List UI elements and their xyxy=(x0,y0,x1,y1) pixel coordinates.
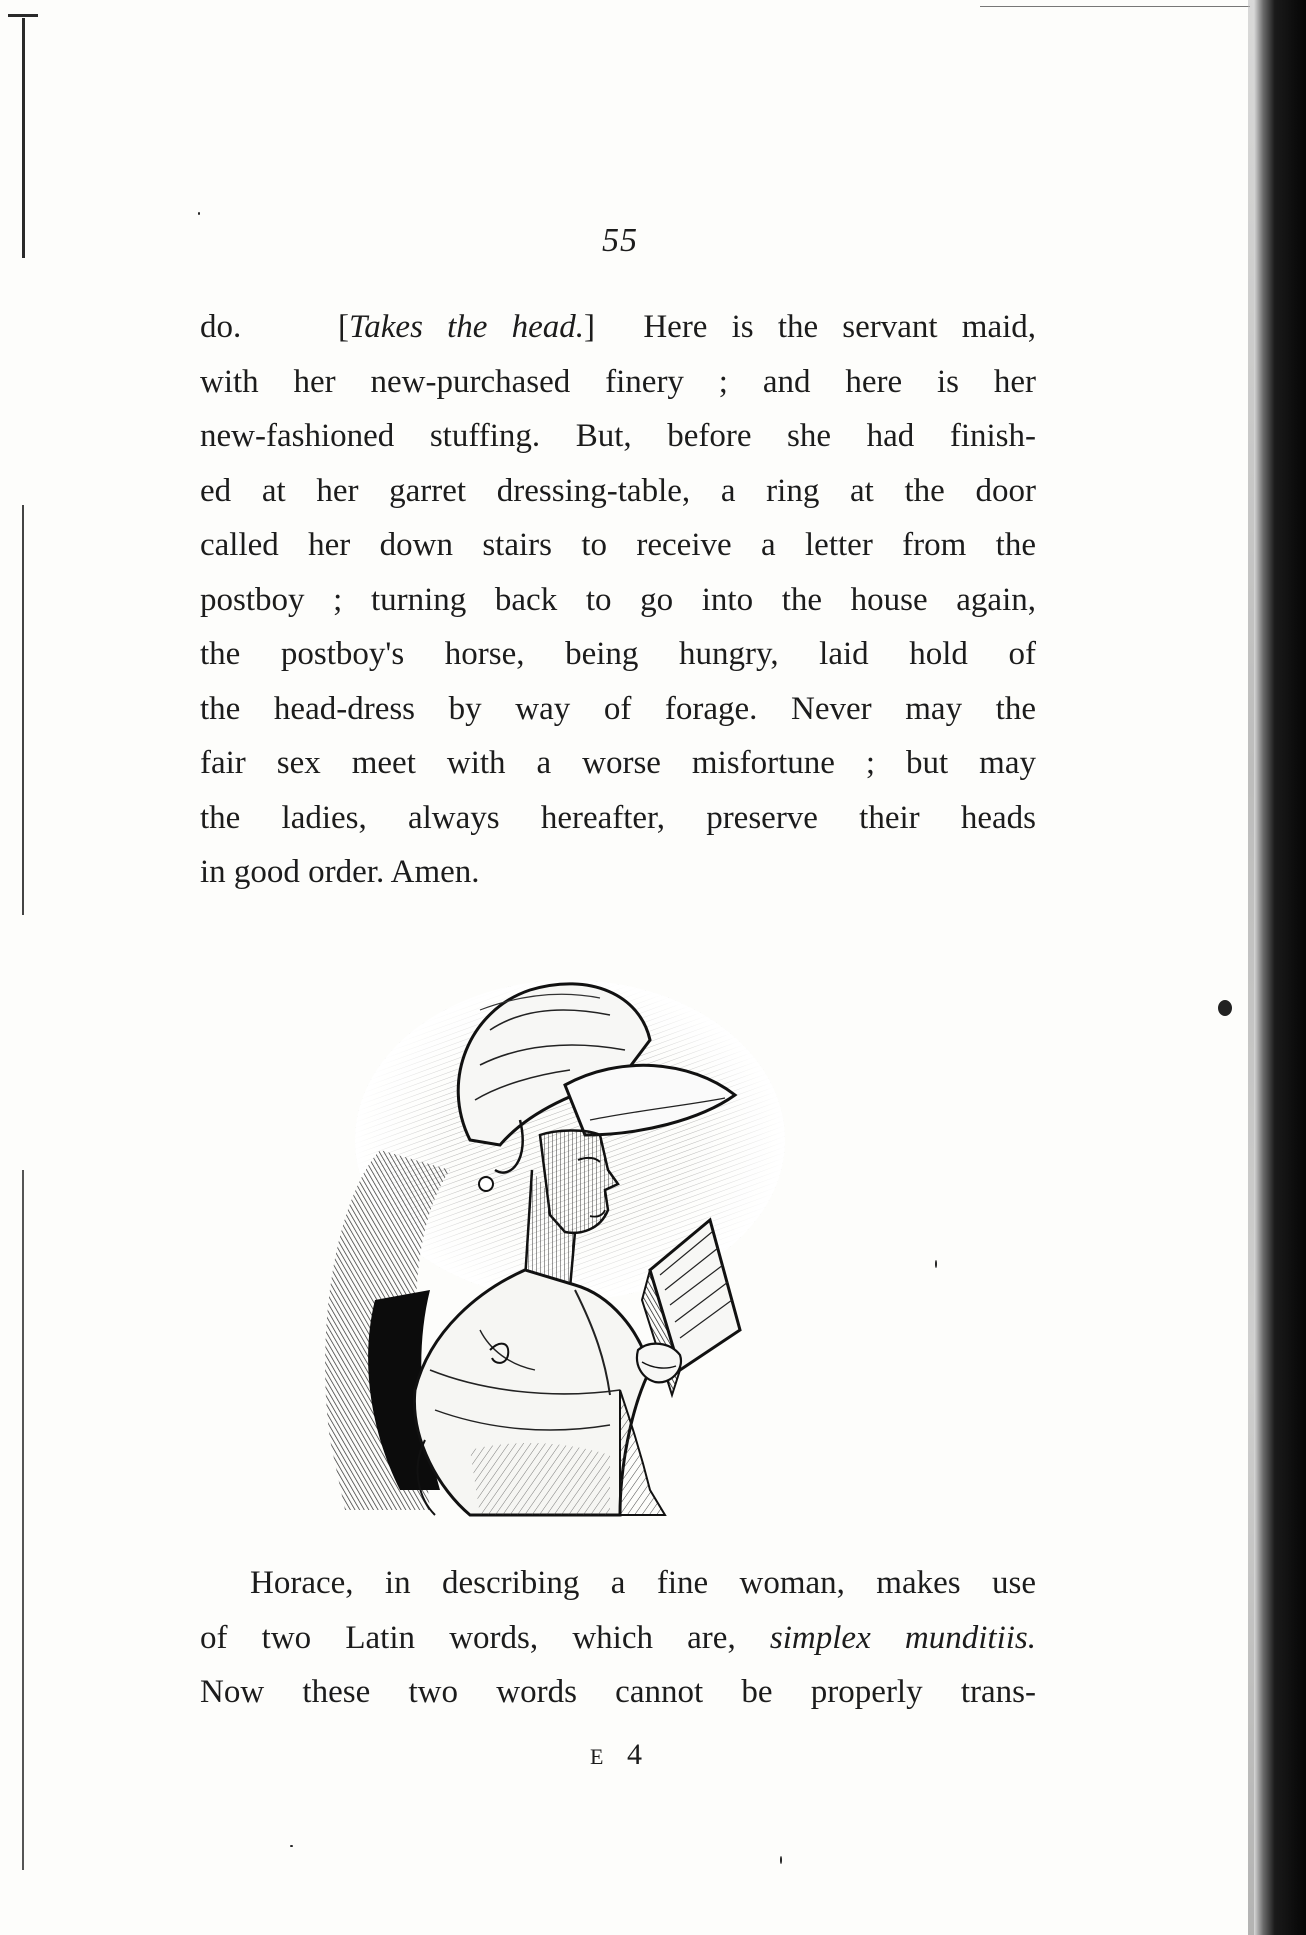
scan-edge-line xyxy=(22,18,25,258)
ink-speck xyxy=(198,212,200,215)
page-number: 55 xyxy=(602,222,638,259)
shawl xyxy=(414,1270,650,1515)
text-line: Horace, in describing a fine woman, makes use xyxy=(250,1565,1036,1601)
ink-speck xyxy=(1218,1000,1232,1016)
text-line: ed at her garret dressing-table, a ring at the door xyxy=(200,472,1036,509)
scan-edge-line xyxy=(22,1170,24,1870)
signature-mark: E 4 xyxy=(590,1738,650,1771)
scan-edge-line xyxy=(22,505,24,915)
lower-paragraph xyxy=(200,1556,1036,1720)
ink-speck xyxy=(780,1856,782,1864)
text-line: in good order. Amen. xyxy=(200,854,480,890)
text-line: the ladies, always hereafter, preserve their heads xyxy=(200,799,1036,836)
binding-edge xyxy=(1254,0,1306,1935)
upper-paragraph xyxy=(200,300,1036,900)
scan-mark xyxy=(8,14,38,17)
text-line: the head-dress by way of forage. Never may the xyxy=(200,690,1036,727)
ink-speck xyxy=(935,1260,937,1268)
ink-speck xyxy=(290,1845,293,1847)
text-line: postboy ; turning back to go into the house again, xyxy=(200,581,1036,618)
text-line: with her new-purchased finery ; and here is her xyxy=(200,363,1036,400)
woman-reading-illustration xyxy=(320,970,880,1520)
text-line: new-fashioned stuffing. But, before she had finish- xyxy=(200,418,1036,454)
latin-phrase: simplex munditiis. xyxy=(769,1619,1037,1656)
text-line: fair sex meet with a worse misfortune ; but may xyxy=(200,745,1036,781)
scan-edge-line xyxy=(980,6,1250,7)
text-line: Now these two words cannot be properly trans- xyxy=(200,1674,1036,1710)
text-line: do. [Takes the head.] Here is the servant maid, xyxy=(200,309,1037,345)
text-line: called her down stairs to receive a letter from the xyxy=(200,527,1036,563)
stage-direction: Takes the head. xyxy=(348,309,584,345)
text-line: of two Latin words, which are, simplex munditiis. xyxy=(200,1619,1037,1656)
text-line: the postboy's horse, being hungry, laid hold of xyxy=(200,636,1036,672)
